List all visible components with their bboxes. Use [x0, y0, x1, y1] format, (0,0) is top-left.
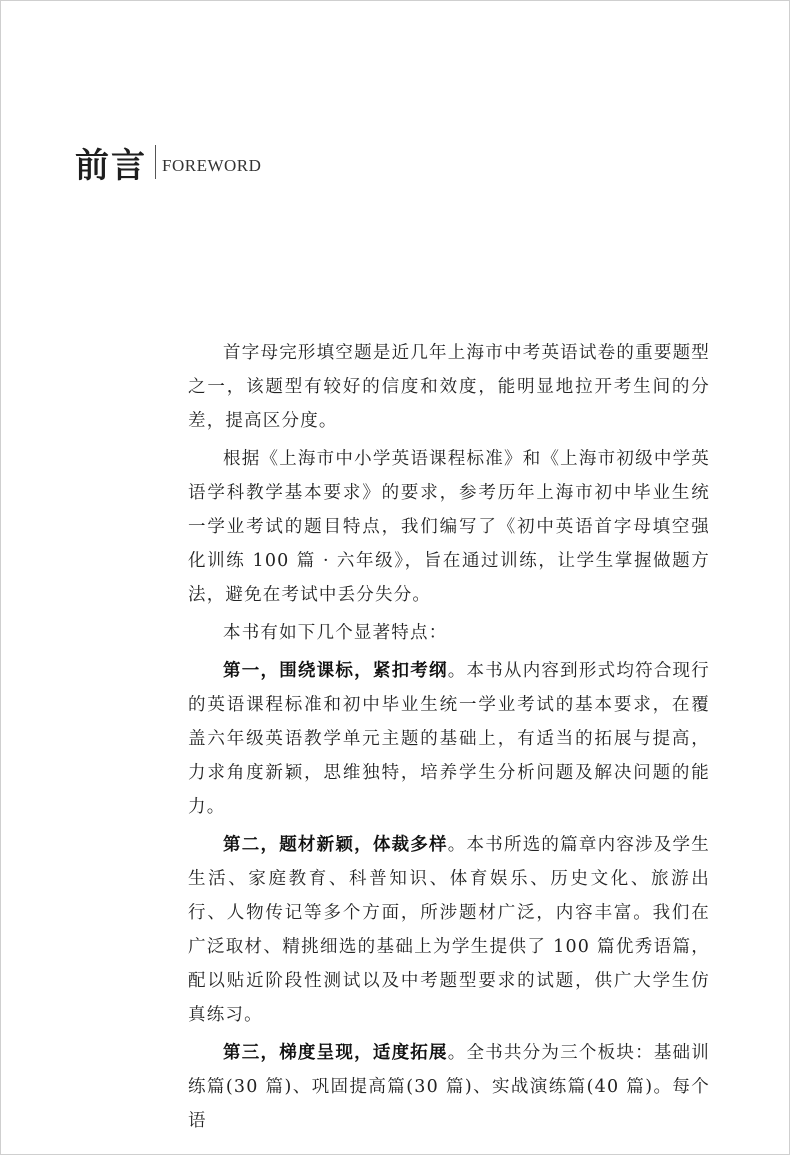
paragraph [188, 442, 710, 612]
paragraph-text: 。全书共分为三个板块：基础训练篇(30 篇)、巩固提高篇(30 篇)、实战演练篇(40 篇)。每个语 [188, 1043, 710, 1131]
page-title: 前言 [75, 145, 147, 186]
page-header [75, 138, 261, 186]
paragraph [188, 828, 710, 1032]
paragraph-text: 。本书从内容到形式均符合现行的英语课程标准和初中毕业生统一学业考试的基本要求，在覆盖六年级英语教学单元主题的基础上，有适当的拓展与提高，力求角度新颖，思维独特，培养学生分析问题及解决问题的能力。 [188, 661, 710, 817]
title-divider [155, 145, 156, 179]
paragraph [188, 336, 710, 438]
page-subtitle: FOREWORD [162, 156, 262, 175]
foreword-body [188, 336, 710, 1142]
paragraph [188, 616, 710, 650]
paragraph-lead: 第三，梯度呈现，适度拓展 [223, 1043, 448, 1063]
paragraph-lead: 第一，围绕课标，紧扣考纲 [223, 661, 448, 681]
paragraph-text: 本书有如下几个显著特点： [223, 623, 448, 643]
paragraph [188, 1036, 710, 1138]
paragraph-text: 根据《上海市中小学英语课程标准》和《上海市初级中学英语学科教学基本要求》的要求，参考历年上海市初中毕业生统一学业考试的题目特点，我们编写了《初中英语首字母填空强化训练 100 篇 · 六年级》，旨在通过训练，让学生掌握做题方法，避免在考试中丢分失分。 [188, 449, 710, 605]
paragraph-text: 。本书所选的篇章内容涉及学生生活、家庭教育、科普知识、体育娱乐、历史文化、旅游出行、人物传记等多个方面，所涉题材广泛，内容丰富。我们在广泛取材、精挑细选的基础上为学生提供了 100 篇优秀语篇，配以贴近阶段性测试以及中考题型要求的试题，供广大学生仿真练习。 [188, 835, 710, 1025]
paragraph-lead: 第二，题材新颖，体裁多样 [223, 835, 448, 855]
paragraph-text: 首字母完形填空题是近几年上海市中考英语试卷的重要题型之一，该题型有较好的信度和效度，能明显地拉开考生间的分差，提高区分度。 [188, 343, 710, 431]
paragraph [188, 654, 710, 824]
